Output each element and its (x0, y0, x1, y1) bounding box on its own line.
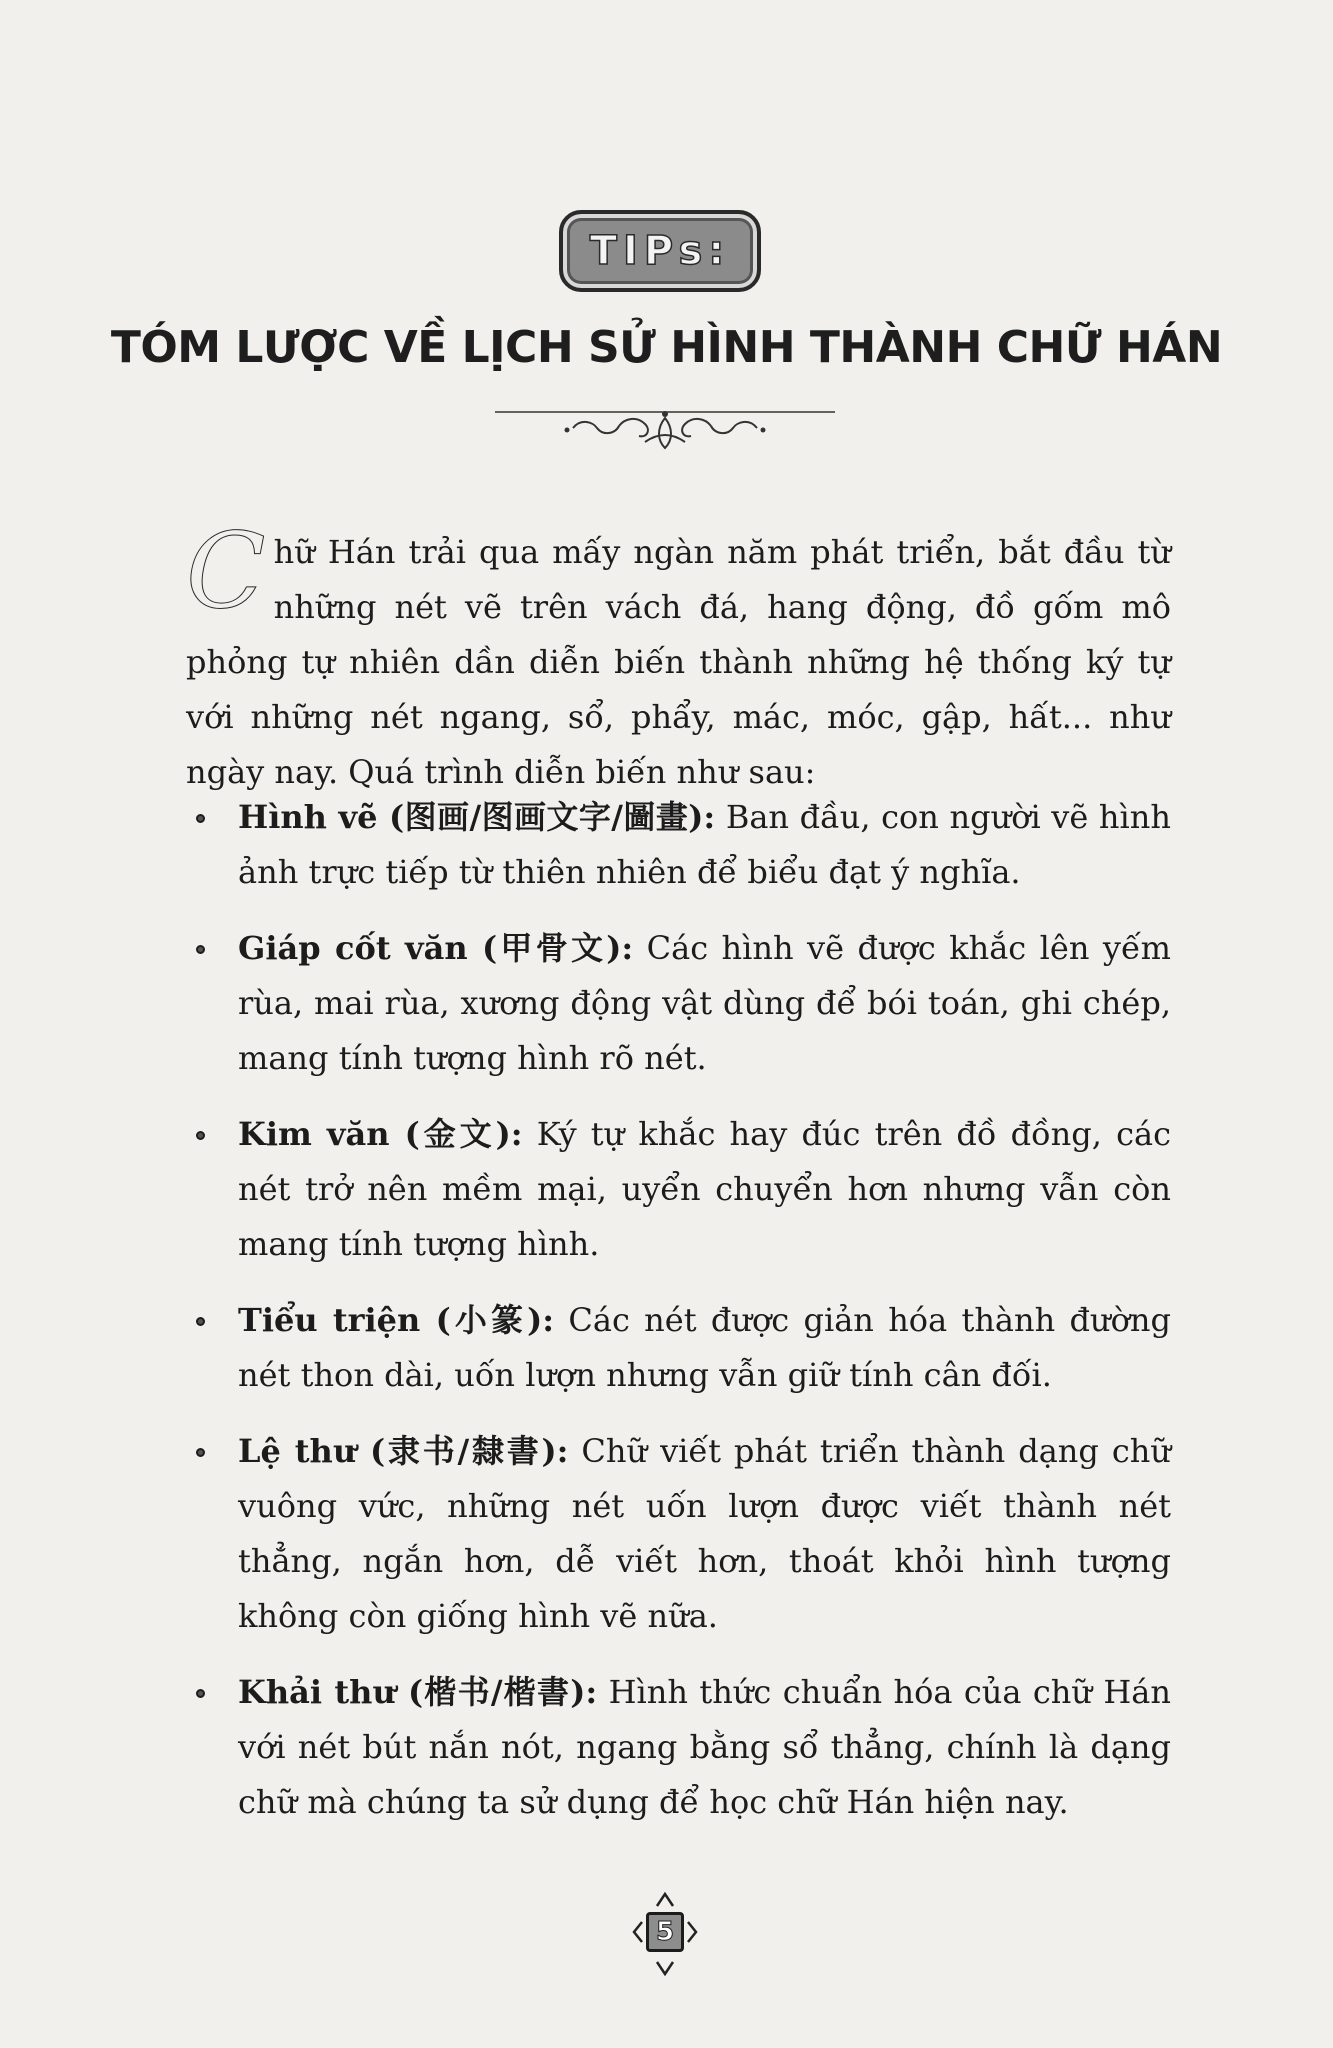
intro-paragraph (186, 510, 1171, 800)
list-item-term: Khải thư (楷书/楷書): (238, 1673, 598, 1711)
list-item-term: Hình vẽ (图画/图画文字/圖畫): (238, 798, 716, 836)
title-ornament-divider (495, 400, 835, 462)
page-title: TÓM LƯỢC VỀ LỊCH SỬ HÌNH THÀNH CHỮ HÁN (110, 322, 1223, 373)
bullet-icon (196, 1317, 205, 1326)
drop-cap-letter: C (186, 510, 266, 632)
list-item (186, 790, 1171, 900)
intro-text: hữ Hán trải qua mấy ngàn năm phát triển, bắt đầu từ những nét vẽ trên vách đá, hang động, đồ gốm mô phỏng tự nhiên dần diễn biến thành những hệ thống ký tự với những nét ngang, sổ, phẩy, mác, móc, gập, hất... như ngày nay. Quá trình diễn biến như sau: (186, 533, 1171, 791)
list-item-term: Tiểu triện (小篆): (238, 1301, 555, 1339)
list-item-term: Giáp cốt văn (甲骨文): (238, 929, 634, 967)
bullet-icon (196, 1131, 205, 1140)
list-item (186, 1665, 1171, 1830)
tips-badge-label: TIPs: (589, 228, 731, 274)
list-item (186, 1293, 1171, 1403)
bullet-icon (196, 1689, 205, 1698)
bullet-icon (196, 945, 205, 954)
bullet-icon (196, 1448, 205, 1457)
list-item-text: Các hình vẽ được khắc lên yếm rùa, mai rùa, xương động vật dùng để bói toán, ghi chép, mang tính tượng hình rõ nét. (238, 929, 1171, 1077)
list-item-text: Các nét được giản hóa thành đường nét thon dài, uốn lượn nhưng vẫn giữ tính cân đối. (238, 1301, 1171, 1394)
list-item-term: Kim văn (金文): (238, 1115, 523, 1153)
list-item (186, 1424, 1171, 1644)
script-history-list (186, 790, 1171, 1830)
tips-badge (559, 210, 761, 292)
page-number-ornament (622, 1880, 712, 1980)
list-item-text: Ban đầu, con người vẽ hình ảnh trực tiếp từ thiên nhiên để biểu đạt ý nghĩa. (238, 798, 1171, 891)
list-item-text: Hình thức chuẩn hóa của chữ Hán với nét bút nắn nót, ngang bằng sổ thẳng, chính là dạng chữ mà chúng ta sử dụng để học chữ Hán hiện nay. (238, 1673, 1171, 1821)
list-item (186, 921, 1171, 1086)
list-item-term: Lệ thư (隶书/隸書): (238, 1432, 569, 1470)
list-item-text: Ký tự khắc hay đúc trên đồ đồng, các nét trở nên mềm mại, uyển chuyển hơn nhưng vẫn còn mang tính tượng hình. (238, 1115, 1171, 1263)
list-item (186, 1107, 1171, 1272)
list-item-text: Chữ viết phát triển thành dạng chữ vuông vức, những nét uốn lượn được viết thành nét thẳng, ngắn hơn, dễ viết hơn, thoát khỏi hình tượng không còn giống hình vẽ nữa. (238, 1432, 1171, 1635)
page-number: 5 (646, 1912, 684, 1952)
bullet-icon (196, 814, 205, 823)
